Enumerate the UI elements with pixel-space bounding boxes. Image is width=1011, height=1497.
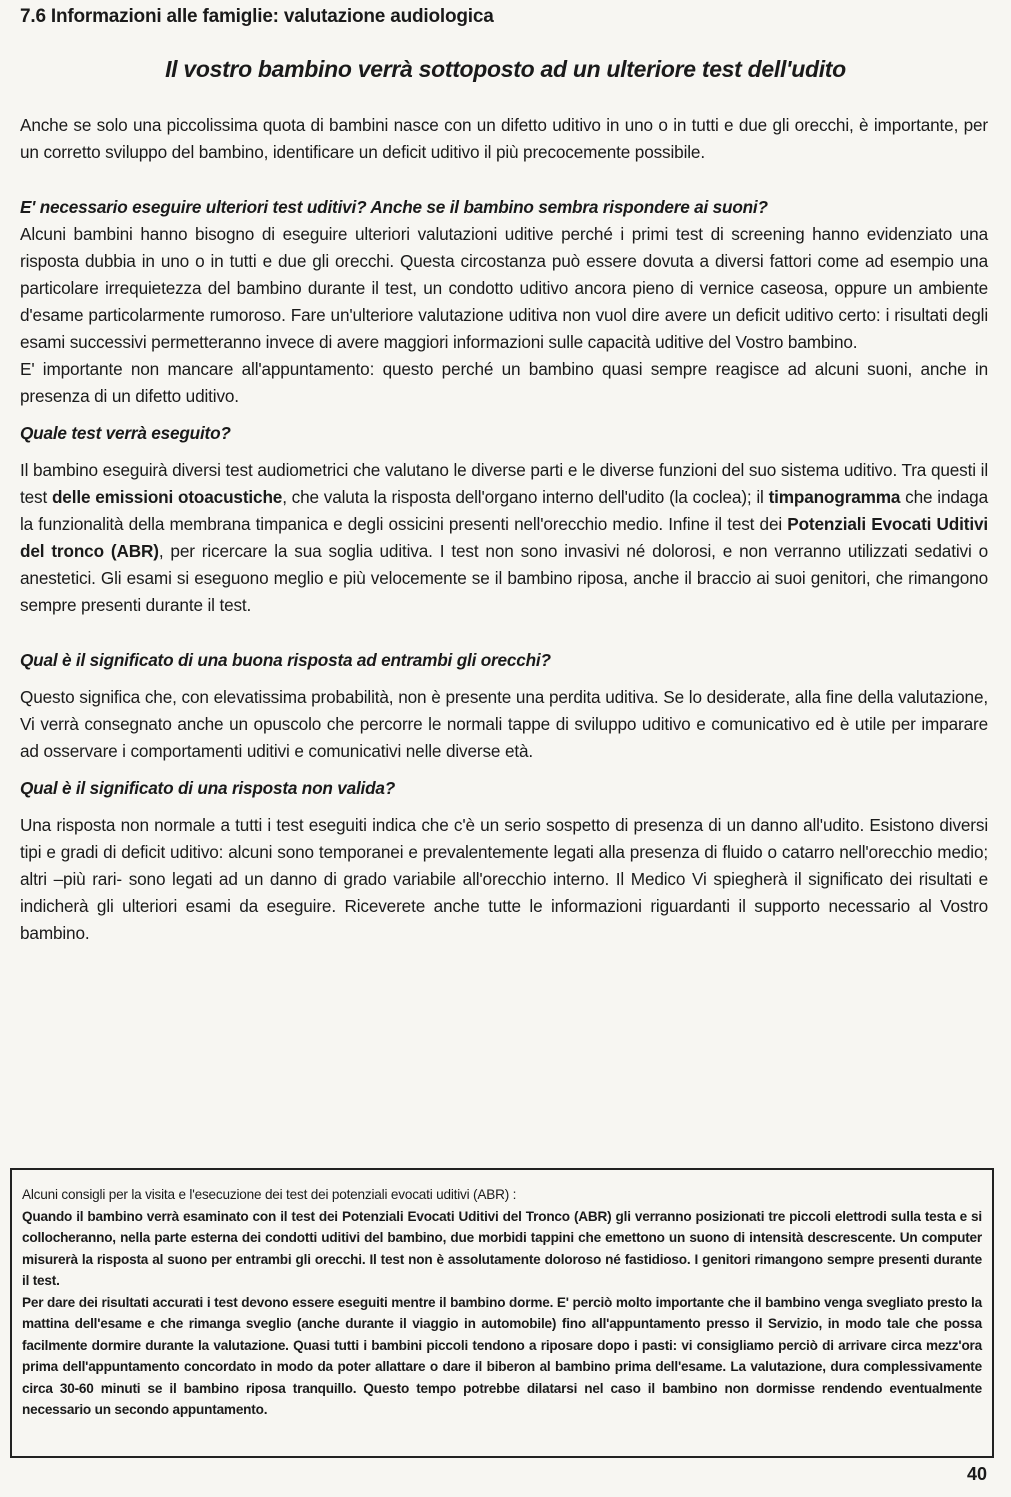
q2-text-1: Il bambino eseguirà diversi test audiometrici che valutano le diverse parti e le diverse funzioni del suo sistema uditivo. Tra questi il test — [20, 460, 988, 507]
intro-paragraph: Anche se solo una piccolissima quota di bambini nasce con un difetto uditivo in uno o in tutti e due gli orecchi, è importante, per un corretto sviluppo del bambino, identificare un deficit uditivo il più precocemente possibile. — [20, 115, 988, 162]
page-number: 40 — [966, 1464, 987, 1484]
section-heading: 7.6 Informazioni alle famiglie: valutazione audiologica — [20, 6, 494, 27]
q2-bold-otoacustiche: delle emissioni otoacustiche — [51, 487, 283, 507]
question-heading-2: Quale test verrà eseguito? — [20, 423, 231, 443]
q1-paragraph-2: E' importante non mancare all'appuntamento: questo perché un bambino quasi sempre reagisce ad alcuni suoni, anche in presenza di un difetto uditivo. — [20, 359, 988, 406]
advice-box — [10, 1168, 994, 1458]
advice-intro: Alcuni consigli per la visita e l'esecuzione dei test dei potenziali evocati uditivi (ABR) : — [22, 1187, 517, 1202]
q2-paragraph — [20, 457, 988, 619]
q1-paragraph-1: Alcuni bambini hanno bisogno di eseguire ulteriori valutazioni uditive perché i primi test di screening hanno evidenziato una risposta dubbia in uno o in tutti e due gli orecchi. Questa circostanza può essere dovuta a diversi fattori come ad esempio una particolare irrequietezza del bambino durante il test, un condotto uditivo ancora pieno di vernice caseosa, oppure un ambiente d'esame particolarmente rumoroso. Fare un'ulteriore valutazione uditiva non vuol dire avere un deficit uditivo certo: i risultati degli esami successivi permetteranno invece di avere maggiori informazioni sulle capacità uditive del Vostro bambino. — [20, 224, 988, 352]
q2-bold-timpanogramma: timpanogramma — [768, 487, 901, 507]
q2-text-2: , che valuta la risposta dell'organo interno dell'udito (la coclea); il — [282, 487, 769, 507]
q2-text-4: , per ricercare la sua soglia uditiva. I test non sono invasivi né dolorosi, e non verranno utilizzati sedativi o anestetici. Gli esami si eseguono meglio e più velocemente se il bambino riposa, anche il braccio ai suoi genitori, che rimangono sempre presenti durante il test. — [20, 541, 988, 615]
q2-bold-abr: Potenziali Evocati Uditivi del tronco (ABR) — [20, 514, 988, 561]
question-heading-4: Qual è il significato di una risposta non valida? — [20, 778, 396, 798]
q2-text-3: che indaga la funzionalità della membrana timpanica e degli ossicini presenti nell'orecchio medio. Infine il test dei — [20, 487, 988, 534]
content-body — [20, 112, 988, 947]
advice-paragraph-2: Per dare dei risultati accurati i test devono essere eseguiti mentre il bambino dorme. E' perciò molto importante che il bambino venga svegliato presto la mattina dell'esame e che rimanga sveglio (anche durante il viaggio in automobile) fino all'appuntamento presso il Servizio, in modo tale che possa facilmente dormire durante la valutazione. Quasi tutti i bambini piccoli tendono a riposare dopo i pasti: vi consigliamo perciò di arrivare circa mezz'ora prima dell'appuntamento concordato in modo da poter allattare o dare il biberon al bambino prima dell'esame. La valutazione, dura complessivamente circa 30-60 minuti se il bambino riposa tranquillo. Questo tempo potrebbe dilatarsi nel caso il bambino non dormisse rendendo eventualmente necessario un secondo appuntamento. — [22, 1294, 982, 1417]
advice-paragraph-1: Quando il bambino verrà esaminato con il test dei Potenziali Evocati Uditivi del Tronco (ABR) gli verranno posizionati tre piccoli elettrodi sulla testa e si collocheranno, nella parte esterna dei condotti uditivi del bambino, due morbidi tappini che emettono un suono di intensità descrescente. Un computer misurerà la risposta al suono per entrambi gli orecchi. Il test non è assolutamente doloroso né fastidioso. I genitori rimangono sempre presenti durante il test. — [22, 1208, 982, 1288]
main-title: Il vostro bambino verrà sottoposto ad un ulteriore test dell'udito — [165, 56, 846, 82]
question-heading-1: E' necessario eseguire ulteriori test uditivi? Anche se il bambino sembra rispondere ai suoni? — [20, 197, 768, 217]
q3-paragraph: Questo significa che, con elevatissima probabilità, non è presente una perdita uditiva. Se lo desiderate, alla fine della valutazione, Vi verrà consegnato anche un opuscolo che percorre le normali tappe di sviluppo uditivo e comunicativo ed è utile per imparare ad osservare i comportamenti uditivi e comunicativi nelle diverse età. — [20, 687, 988, 761]
q4-paragraph: Una risposta non normale a tutti i test eseguiti indica che c'è un serio sospetto di presenza di un danno all'udito. Esistono diversi tipi e gradi di deficit uditivo: alcuni sono temporanei e prevalentemente legati alla presenza di fluido o catarro nell'orecchio medio; altri –più rari- sono legati ad un danno di grado variabile all'orecchio interno. Il Medico Vi spiegherà il significato dei risultati e indicherà gli ulteriori esami da eseguire. Riceverete anche tutte le informazioni riguardanti il supporto necessario al Vostro bambino. — [20, 815, 988, 943]
question-heading-3: Qual è il significato di una buona risposta ad entrambi gli orecchi? — [20, 650, 551, 670]
